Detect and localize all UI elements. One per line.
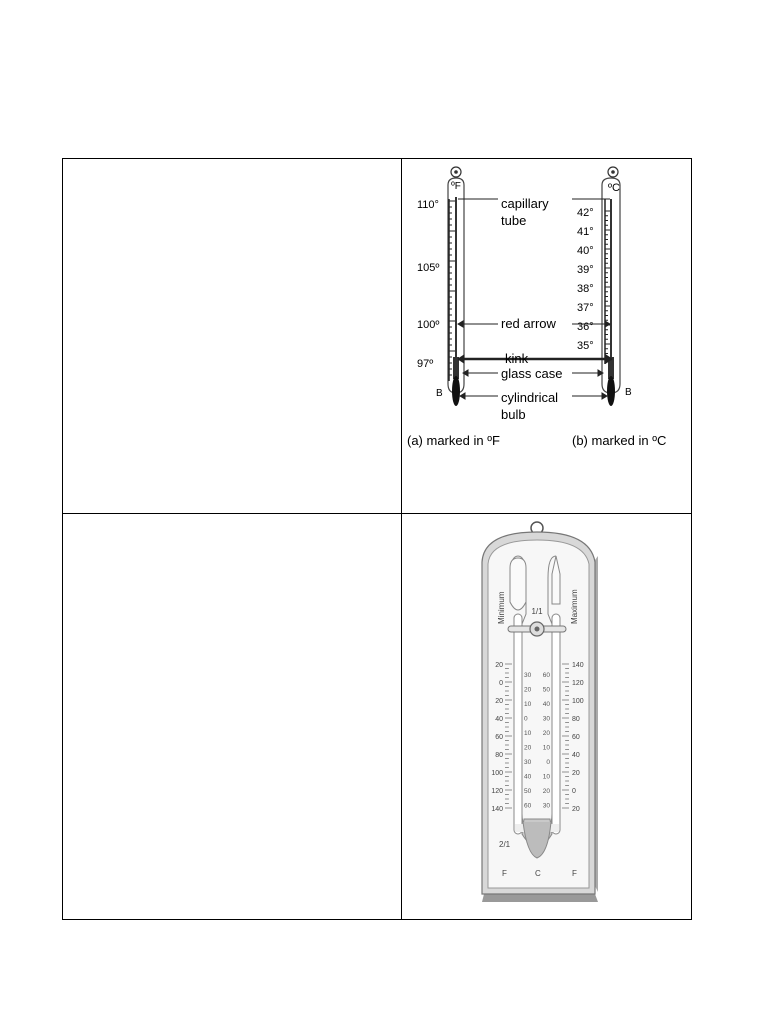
label-cylindrical-bulb: cylindrical <box>501 390 559 405</box>
tick-label: 36° <box>577 321 594 333</box>
scale-label: 30 <box>542 715 550 723</box>
label-cylindrical-bulb-2: bulb <box>501 407 526 422</box>
capillary-tube <box>455 197 457 357</box>
scale-label: 40 <box>542 701 550 708</box>
diagram-table <box>62 158 692 920</box>
tick-label: 42° <box>577 207 594 219</box>
tick-label: 41° <box>577 226 594 238</box>
min-max-thermometer-diagram <box>402 514 691 919</box>
tick-label: 100º <box>417 319 440 331</box>
scale-label: 80 <box>572 716 580 723</box>
scale-label: 30 <box>524 759 532 766</box>
scale-label: 40 <box>572 752 580 759</box>
scale-label: 20 <box>495 698 503 705</box>
scale-label: 120 <box>572 680 584 687</box>
clinical-thermometer-diagram <box>402 159 691 514</box>
tick-label: 40° <box>577 245 594 257</box>
scale-label: 10 <box>524 701 532 708</box>
unit-label-c: ºC <box>608 182 620 194</box>
minimum-reservoir <box>510 558 526 610</box>
label-kink: kink <box>505 351 529 366</box>
scale-label: 0 <box>572 788 576 795</box>
min-max-thermometer-cell <box>402 514 691 919</box>
empty-cell-top <box>63 159 402 514</box>
cylindrical-bulb-icon <box>452 376 460 406</box>
scale-label: 20 <box>524 686 532 694</box>
scale-label: 140 <box>572 662 584 669</box>
index-label: 1/1 <box>531 607 543 616</box>
bottom-label: 2/1 <box>499 840 511 849</box>
label-capillary-tube: capillary <box>501 196 549 211</box>
tick-label: 110° <box>417 199 439 211</box>
thermometer-fahrenheit <box>407 167 500 448</box>
empty-cell-bottom <box>63 514 402 919</box>
scale-label: 60 <box>495 734 503 741</box>
label-glass-case: glass case <box>501 366 563 381</box>
scale-label: 0 <box>524 715 528 723</box>
scale-label: 60 <box>542 672 550 679</box>
label-capillary-tube-2: tube <box>501 213 527 228</box>
foot-label-f: F <box>572 869 577 878</box>
thermometer-celsius <box>572 167 666 448</box>
scale-label: 10 <box>524 730 532 737</box>
scale-label: 50 <box>542 686 550 694</box>
maximum-label: Maximum <box>570 589 579 624</box>
tick-label: 97º <box>417 358 434 370</box>
scale-label: 10 <box>542 773 550 781</box>
tick-label: 38° <box>577 283 594 295</box>
bulb-letter: B <box>625 387 632 398</box>
unit-label-f: ºF <box>451 181 461 192</box>
scale-label: 50 <box>524 788 532 795</box>
scale-label: 140 <box>491 806 503 813</box>
scale-label: 20 <box>524 744 532 752</box>
tick-label: 39° <box>577 264 594 276</box>
scale-label: 40 <box>524 773 532 781</box>
tick-label: 105º <box>417 262 440 274</box>
cylindrical-bulb-icon <box>607 376 615 406</box>
minimum-label: Minimum <box>497 591 506 624</box>
scale-label: 20 <box>542 788 550 795</box>
scale-label: 10 <box>542 744 550 752</box>
scale-label: 100 <box>491 770 503 777</box>
scale-label: 60 <box>572 734 580 741</box>
scale-label: 20 <box>495 662 503 669</box>
scale-label: 20 <box>542 730 550 737</box>
caption-fahrenheit: (a) marked in ºF <box>407 433 500 448</box>
scale-label: 60 <box>524 802 532 810</box>
label-red-arrow: red arrow <box>501 316 556 331</box>
scale-label: 100 <box>572 698 584 705</box>
tick-label: 35° <box>577 340 594 352</box>
bulb-letter: B <box>436 388 443 399</box>
scale-label: 20 <box>572 770 580 777</box>
tick-label: 37° <box>577 302 594 314</box>
caption-celsius: (b) marked in ºC <box>572 433 667 448</box>
scale-label: 0 <box>499 680 503 687</box>
scale-label: 30 <box>542 802 550 810</box>
clinical-thermometer-cell <box>402 159 691 514</box>
scale-label: 40 <box>495 716 503 723</box>
scale-label: 120 <box>491 788 503 795</box>
capillary-tube <box>610 199 612 359</box>
foot-label-f: F <box>502 869 507 878</box>
scale-label: 20 <box>572 806 580 813</box>
scale-label: 30 <box>524 672 532 679</box>
scale-label: 0 <box>546 759 550 766</box>
scale-label: 80 <box>495 752 503 759</box>
foot-label-c: C <box>535 869 541 878</box>
